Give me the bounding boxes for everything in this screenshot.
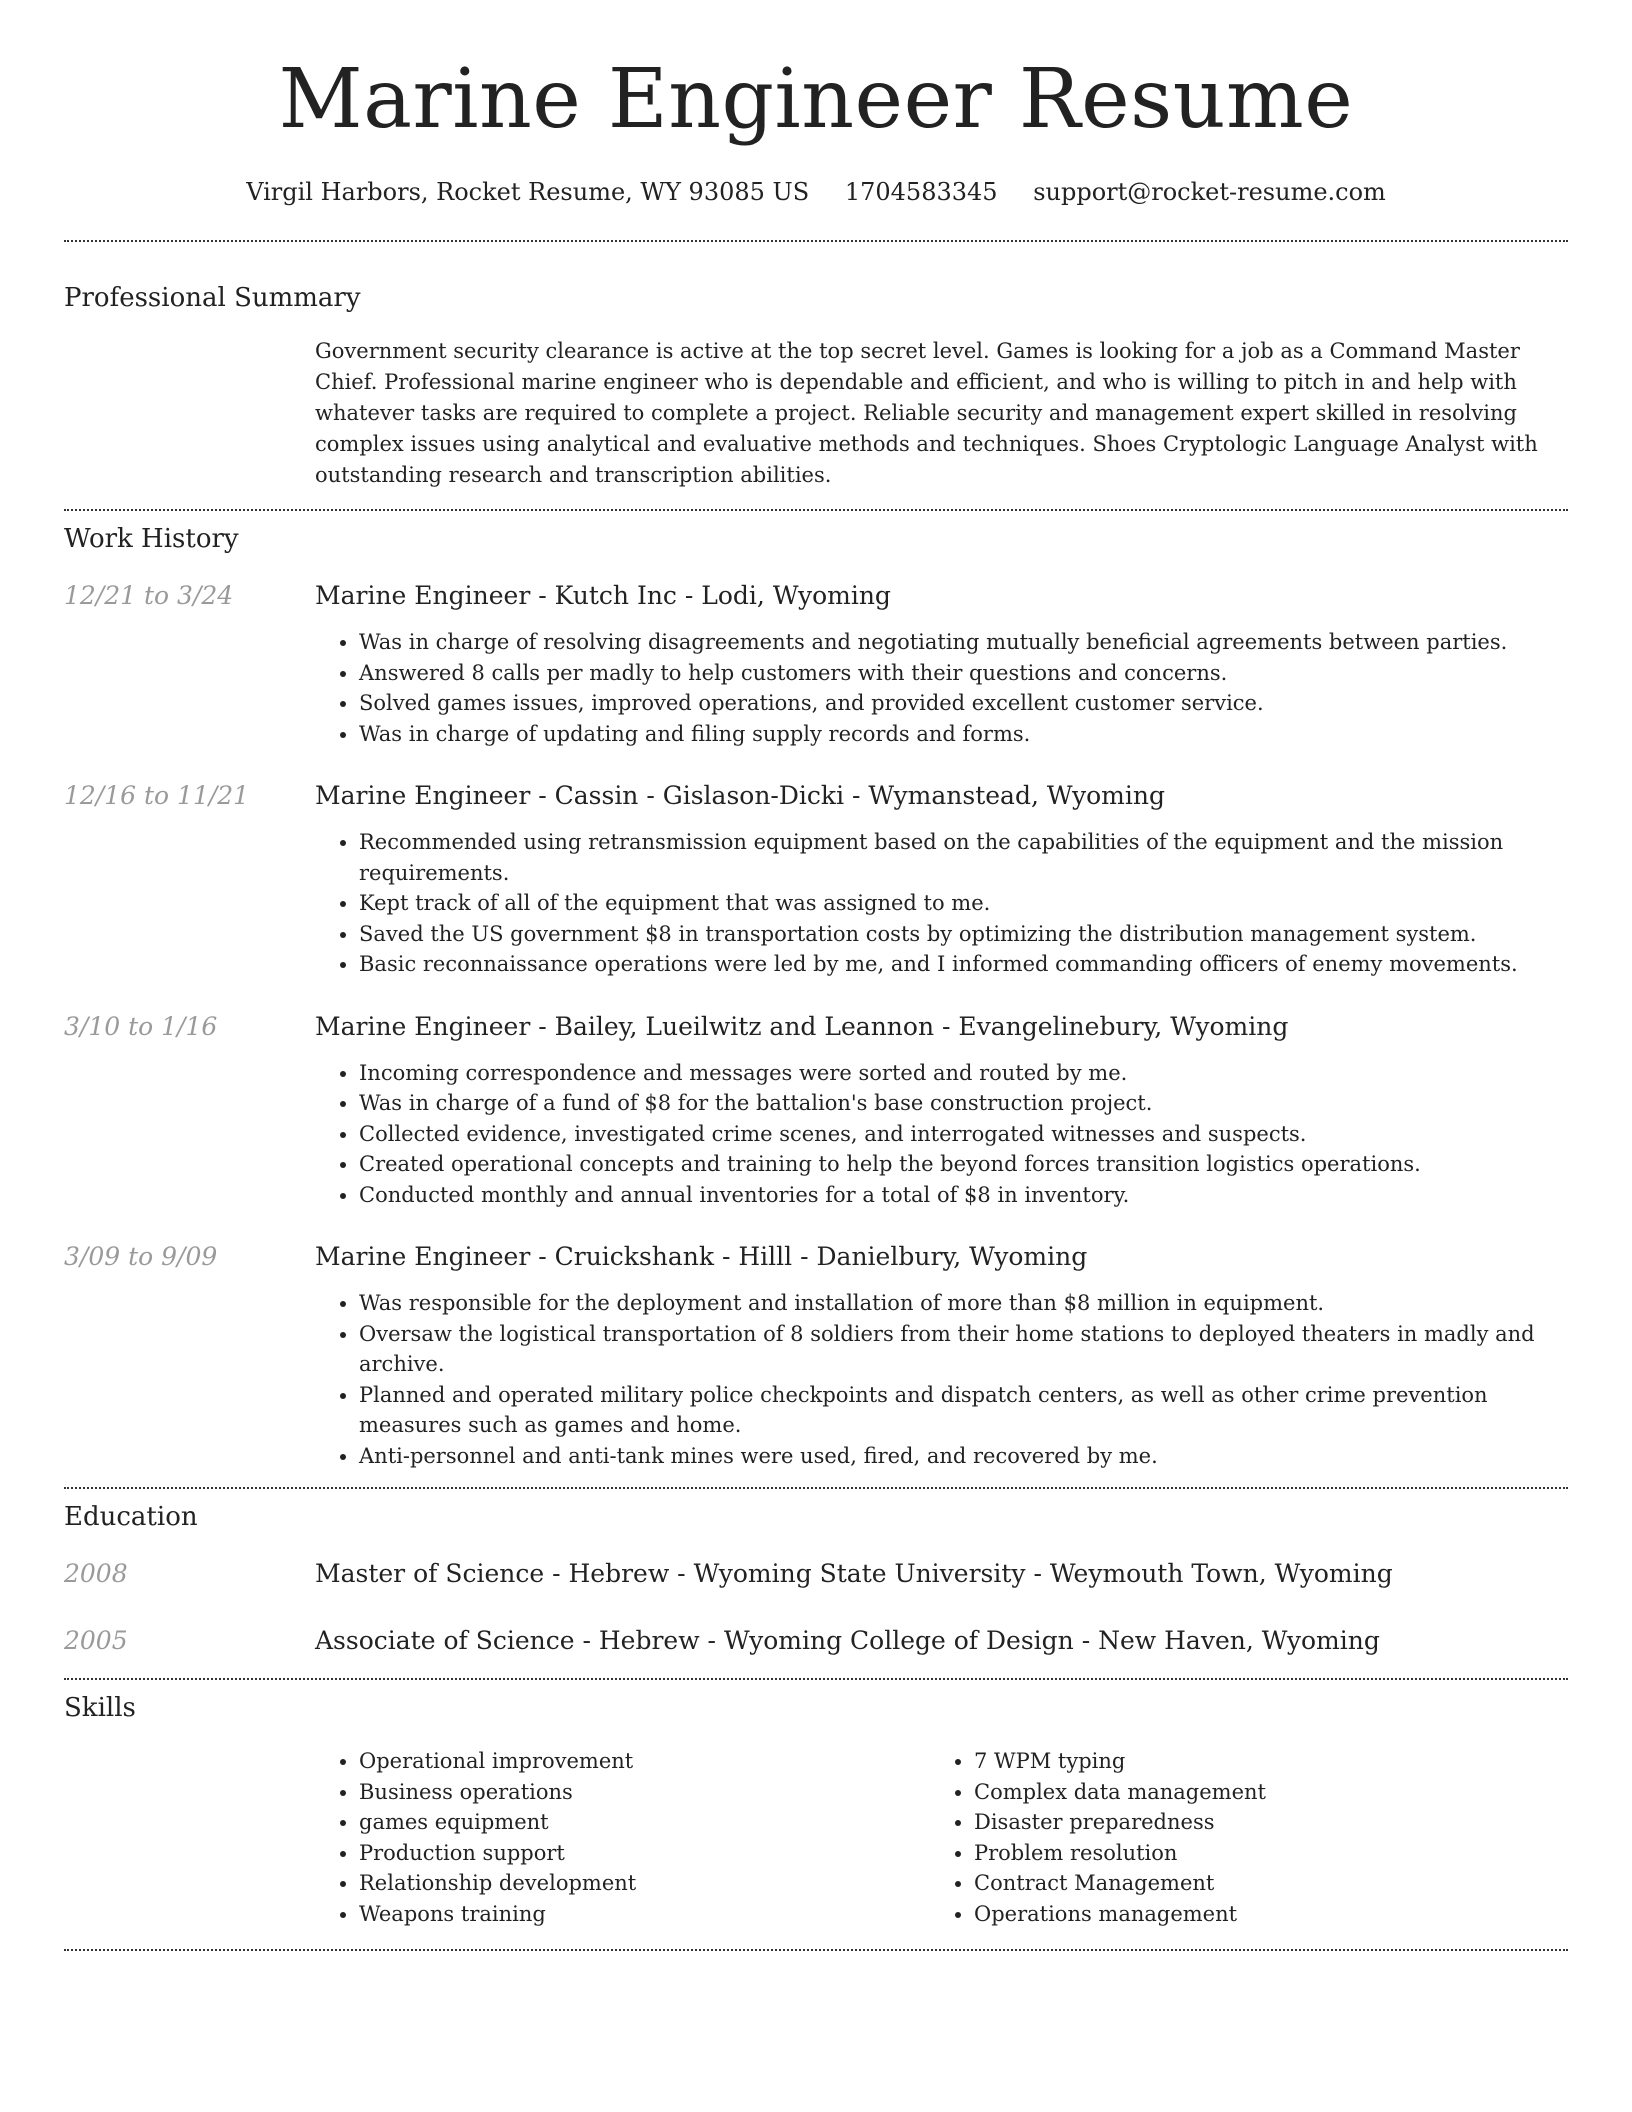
contact-address: Virgil Harbors, Rocket Resume, WY 93085 US [246,178,810,206]
bullet-item: • Oversaw the logistical transportation of 8 soldiers from their home stations to deployed theaters in madly and archive. [359,1319,1568,1380]
summary-heading: Professional Summary [64,283,361,313]
education-entry [64,1624,1568,1658]
education-year: 2008 [64,1559,128,1588]
bullet-item: • Solved games issues, improved operations, and provided excellent customer service. [359,688,1568,719]
bullet-item: • Answered 8 calls per madly to help customers with their questions and concerns. [359,658,1568,689]
bullet-item: • Was in charge of a fund of $8 for the battalion's base construction project. [359,1088,1568,1119]
bullet-item: • Anti-personnel and anti-tank mines were used, fired, and recovered by me. [359,1441,1568,1472]
contact-phone: 1704583345 [844,178,998,206]
bullet-item: • Planned and operated military police checkpoints and dispatch centers, as well as other crime prevention measures such as games and home. [359,1380,1568,1441]
skill-item: • Disaster preparedness [974,1807,1545,1838]
skills-column-left [315,1746,930,1929]
work-heading: Work History [64,524,239,554]
skill-item: • Contract Management [974,1868,1545,1899]
job-dates: 12/21 to 3/24 [64,581,234,610]
job-entry [64,1240,1568,1471]
divider [64,1487,1568,1489]
job-bullets [315,627,1568,749]
skill-item: • games equipment [359,1807,930,1838]
education-year: 2005 [64,1626,128,1655]
divider [64,1949,1568,1951]
resume-title: Marine Engineer Resume [278,52,1354,147]
skill-item: • Production support [359,1838,930,1869]
skill-item: • Problem resolution [974,1838,1545,1869]
skills-heading: Skills [64,1693,136,1723]
job-bullets [315,827,1568,980]
resume-page [64,0,1568,1951]
summary-text: Government security clearance is active at the top secret level. Games is looking for a job as a Command Master Chief. Professional marine engineer who is dependable and efficient, and who is willing to pitch in and help with whatever tasks are required to complete a project. Reliable security and management expert skilled in resolving complex issues using analytical and evaluative methods and techniques. Shoes Cryptologic Language Analyst with outstanding research and transcription abilities. [315,339,1538,487]
education-heading: Education [64,1502,198,1532]
bullet-item: • Basic reconnaissance operations were led by me, and I informed commanding officers of enemy movements. [359,949,1568,980]
skills-list [315,1746,1568,1929]
job-bullets [315,1058,1568,1211]
job-title: Marine Engineer - Cassin - Gislason-Dicki - Wymanstead, Wyoming [315,781,1165,810]
job-bullets [315,1288,1568,1471]
bullet-item: • Recommended using retransmission equipment based on the capabilities of the equipment and the mission requirements. [359,827,1568,888]
skill-item: • Operations management [974,1899,1545,1930]
job-title: Marine Engineer - Kutch Inc - Lodi, Wyoming [315,581,891,610]
bullet-item: • Created operational concepts and training to help the beyond forces transition logistics operations. [359,1149,1568,1180]
bullet-item: • Was in charge of updating and filing supply records and forms. [359,719,1568,750]
job-entry [64,779,1568,980]
bullet-item: • Kept track of all of the equipment that was assigned to me. [359,888,1568,919]
bullet-item: • Conducted monthly and annual inventories for a total of $8 in inventory. [359,1180,1568,1211]
skill-item: • Weapons training [359,1899,930,1930]
job-entry [64,579,1568,749]
divider [64,240,1568,242]
job-entry [64,1010,1568,1211]
divider [64,1678,1568,1680]
contact-email: support@rocket-resume.com [1033,178,1386,206]
job-title: Marine Engineer - Bailey, Lueilwitz and Leannon - Evangelinebury, Wyoming [315,1011,1289,1041]
job-dates: 3/10 to 1/16 [64,1011,218,1041]
job-dates: 3/09 to 9/09 [64,1242,218,1271]
education-text: Associate of Science - Hebrew - Wyoming College of Design - New Haven, Wyoming [315,1626,1380,1655]
contact-line [64,176,1568,208]
skill-item: • Relationship development [359,1868,930,1899]
skill-item: • Operational improvement [359,1746,930,1777]
skill-item: • 7 WPM typing [974,1746,1545,1777]
bullet-item: • Was in charge of resolving disagreements and negotiating mutually beneficial agreements between parties. [359,627,1568,658]
bullet-item: • Incoming correspondence and messages were sorted and routed by me. [359,1058,1568,1089]
divider [64,509,1568,511]
job-dates: 12/16 to 11/21 [64,781,250,810]
bullet-item: • Collected evidence, investigated crime scenes, and interrogated witnesses and suspects. [359,1119,1568,1150]
education-text: Master of Science - Hebrew - Wyoming State University - Weymouth Town, Wyoming [315,1559,1393,1588]
bullet-item: • Was responsible for the deployment and installation of more than $8 million in equipment. [359,1288,1568,1319]
education-entry [64,1557,1568,1591]
skill-item: • Business operations [359,1777,930,1808]
job-title: Marine Engineer - Cruickshank - Hilll - Danielbury, Wyoming [315,1242,1088,1271]
bullet-item: • Saved the US government $8 in transportation costs by optimizing the distribution management system. [359,919,1568,950]
skill-item: • Complex data management [974,1777,1545,1808]
skills-column-right [930,1746,1545,1929]
